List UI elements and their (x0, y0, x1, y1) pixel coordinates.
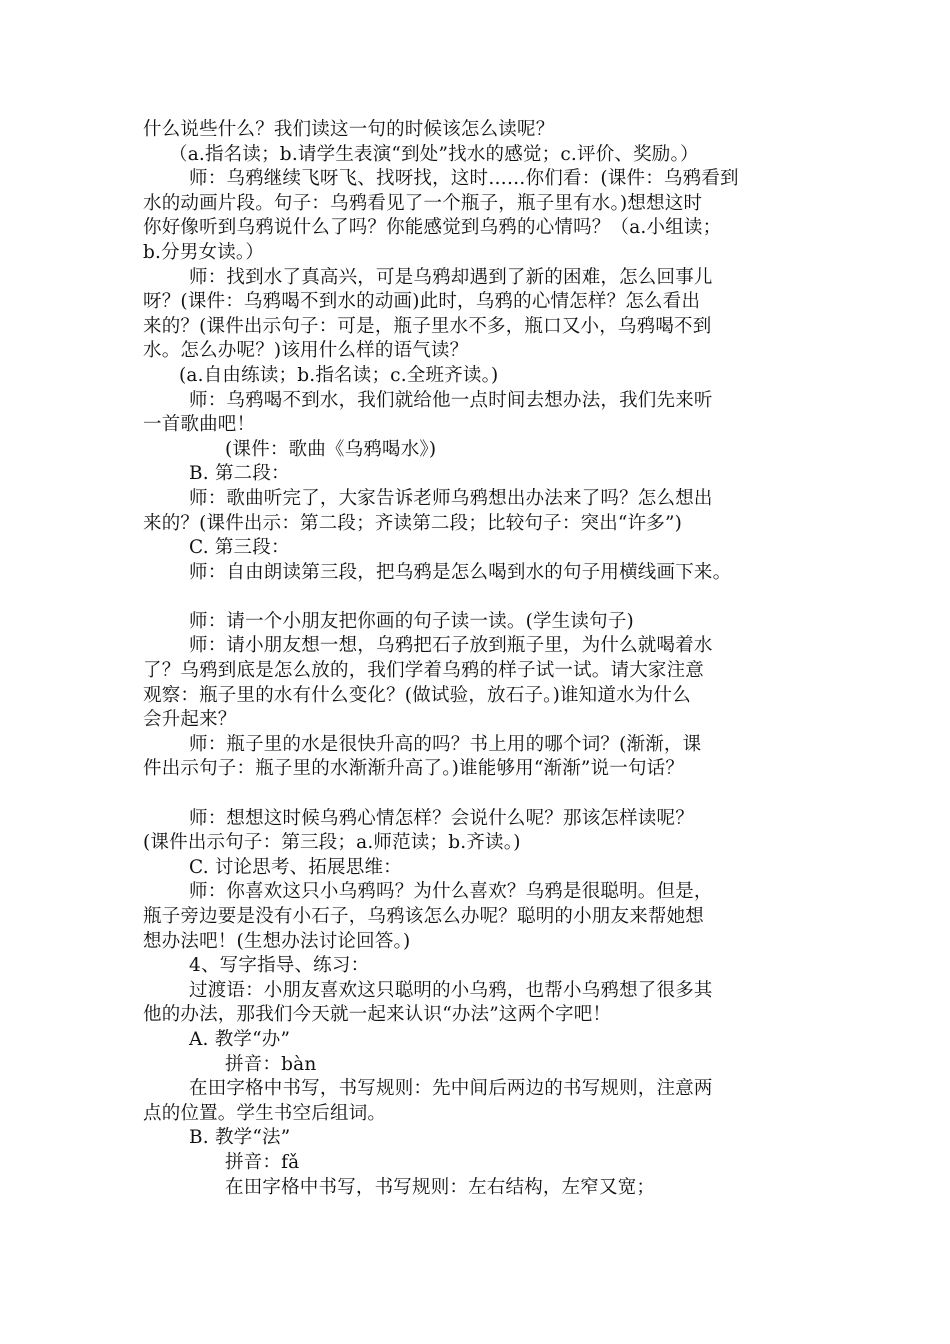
text-line: 来的？(课件出示：第二段；齐读第二段；比较句子：突出“许多”) (143, 512, 683, 534)
text-line: （a.指名读；b.请学生表演“到处”找水的感觉；c.评价、奖励。） (169, 143, 699, 165)
text-line: 在田字格中书写，书写规则：先中间后两边的书写规则，注意两 (189, 1078, 713, 1100)
lesson-plan-text (143, 118, 833, 1200)
text-line: 水。怎么办呢？)该用什么样的语气读？ (143, 340, 469, 362)
blank-line (143, 585, 833, 610)
text-line: (课件出示句子：第三段；a.师范读；b.齐读。) (143, 832, 521, 854)
section-heading: A. 教学“办” (189, 1028, 291, 1050)
blank-line (143, 782, 833, 807)
pinyin-line: 拼音：bàn (225, 1053, 317, 1075)
text-line: 瓶子旁边要是没有小石子，乌鸦该怎么办呢？聪明的小朋友来帮她想 (143, 906, 705, 927)
text-line: 了？乌鸦到底是怎么放的，我们学着乌鸦的样子试一试。请大家注意 (143, 660, 705, 682)
text-line: 想办法吧！(生想办法讨论回答。) (143, 930, 411, 952)
text-line: 师：请小朋友想一想，乌鸦把石子放到瓶子里，为什么就喝着水 (189, 635, 713, 657)
pinyin-line: 拼音：fǎ (225, 1151, 300, 1173)
text-line: 师：瓶子里的水是很快升高的吗？书上用的哪个词？(渐渐，课 (189, 733, 702, 755)
text-line: 过渡语：小朋友喜欢这只聪明的小乌鸦，也帮小乌鸦想了很多其 (189, 979, 713, 1001)
text-line: 师：想想这时候乌鸦心情怎样？会说什么呢？那该怎样读呢？ (189, 807, 694, 829)
text-line: 来的？(课件出示句子：可是，瓶子里水不多，瓶口又小，乌鸦喝不到 (143, 315, 712, 337)
text-line: 师：找到水了真高兴，可是乌鸦却遇到了新的困难，怎么回事儿 (189, 266, 713, 288)
section-heading: B. 教学“法” (189, 1127, 291, 1149)
section-heading: 4、写字指导、练习： (189, 955, 370, 977)
text-line: 师：你喜欢这只小乌鸦吗？为什么喜欢？乌鸦是很聪明。但是， (189, 881, 713, 903)
section-heading: C. 讨论思考、拓展思维： (189, 856, 402, 878)
text-line: 件出示句子：瓶子里的水渐渐升高了。)谁能够用“渐渐”说一句话？ (143, 758, 685, 780)
text-line: 你好像听到乌鸦说什么了吗？你能感觉到乌鸦的心情吗？（a.小组读； (143, 217, 722, 239)
text-line: 点的位置。学生书空后组词。 (143, 1102, 387, 1124)
text-line: (课件：歌曲《乌鸦喝水》) (225, 438, 437, 460)
text-line: 师：乌鸦继续飞呀飞、找呀找，这时……你们看：(课件：乌鸦看到 (189, 168, 739, 190)
text-line: 什么说些什么？我们读这一句的时候该怎么读呢？ (143, 119, 555, 140)
text-line: 他的办法，那我们今天就一起来认识“办法”这两个字吧！ (143, 1004, 612, 1026)
text-line: 师：自由朗读第三段，把乌鸦是怎么喝到水的句子用横线画下来。 (189, 561, 732, 583)
text-line: (a.自由练读；b.指名读；c.全班齐读。) (179, 364, 499, 386)
section-heading: C. 第三段： (189, 537, 290, 559)
text-line: 水的动画片段。句子：乌鸦看见了一个瓶子，瓶子里有水。)想想这时 (143, 192, 703, 214)
text-line: 师：乌鸦喝不到水，我们就给他一点时间去想办法，我们先来听 (189, 389, 713, 411)
text-line: 师：歌曲听完了，大家告诉老师乌鸦想出办法来了吗？怎么想出 (189, 487, 713, 509)
text-line: b.分男女读。） (143, 241, 265, 263)
text-line: 呀？(课件：乌鸦喝不到水的动画)此时，乌鸦的心情怎样？怎么看出 (143, 291, 701, 313)
text-line: 会升起来？ (143, 709, 237, 731)
section-heading: B. 第二段： (189, 463, 290, 485)
text-line: 师：请一个小朋友把你画的句子读一读。(学生读句子) (189, 610, 634, 632)
text-line: 在田字格中书写，书写规则：左右结构，左窄又宽； (225, 1176, 656, 1198)
text-line: 观察：瓶子里的水有什么变化？(做试验，放石子。)谁知道水为什么 (143, 684, 691, 706)
text-line: 一首歌曲吧！ (143, 414, 256, 436)
